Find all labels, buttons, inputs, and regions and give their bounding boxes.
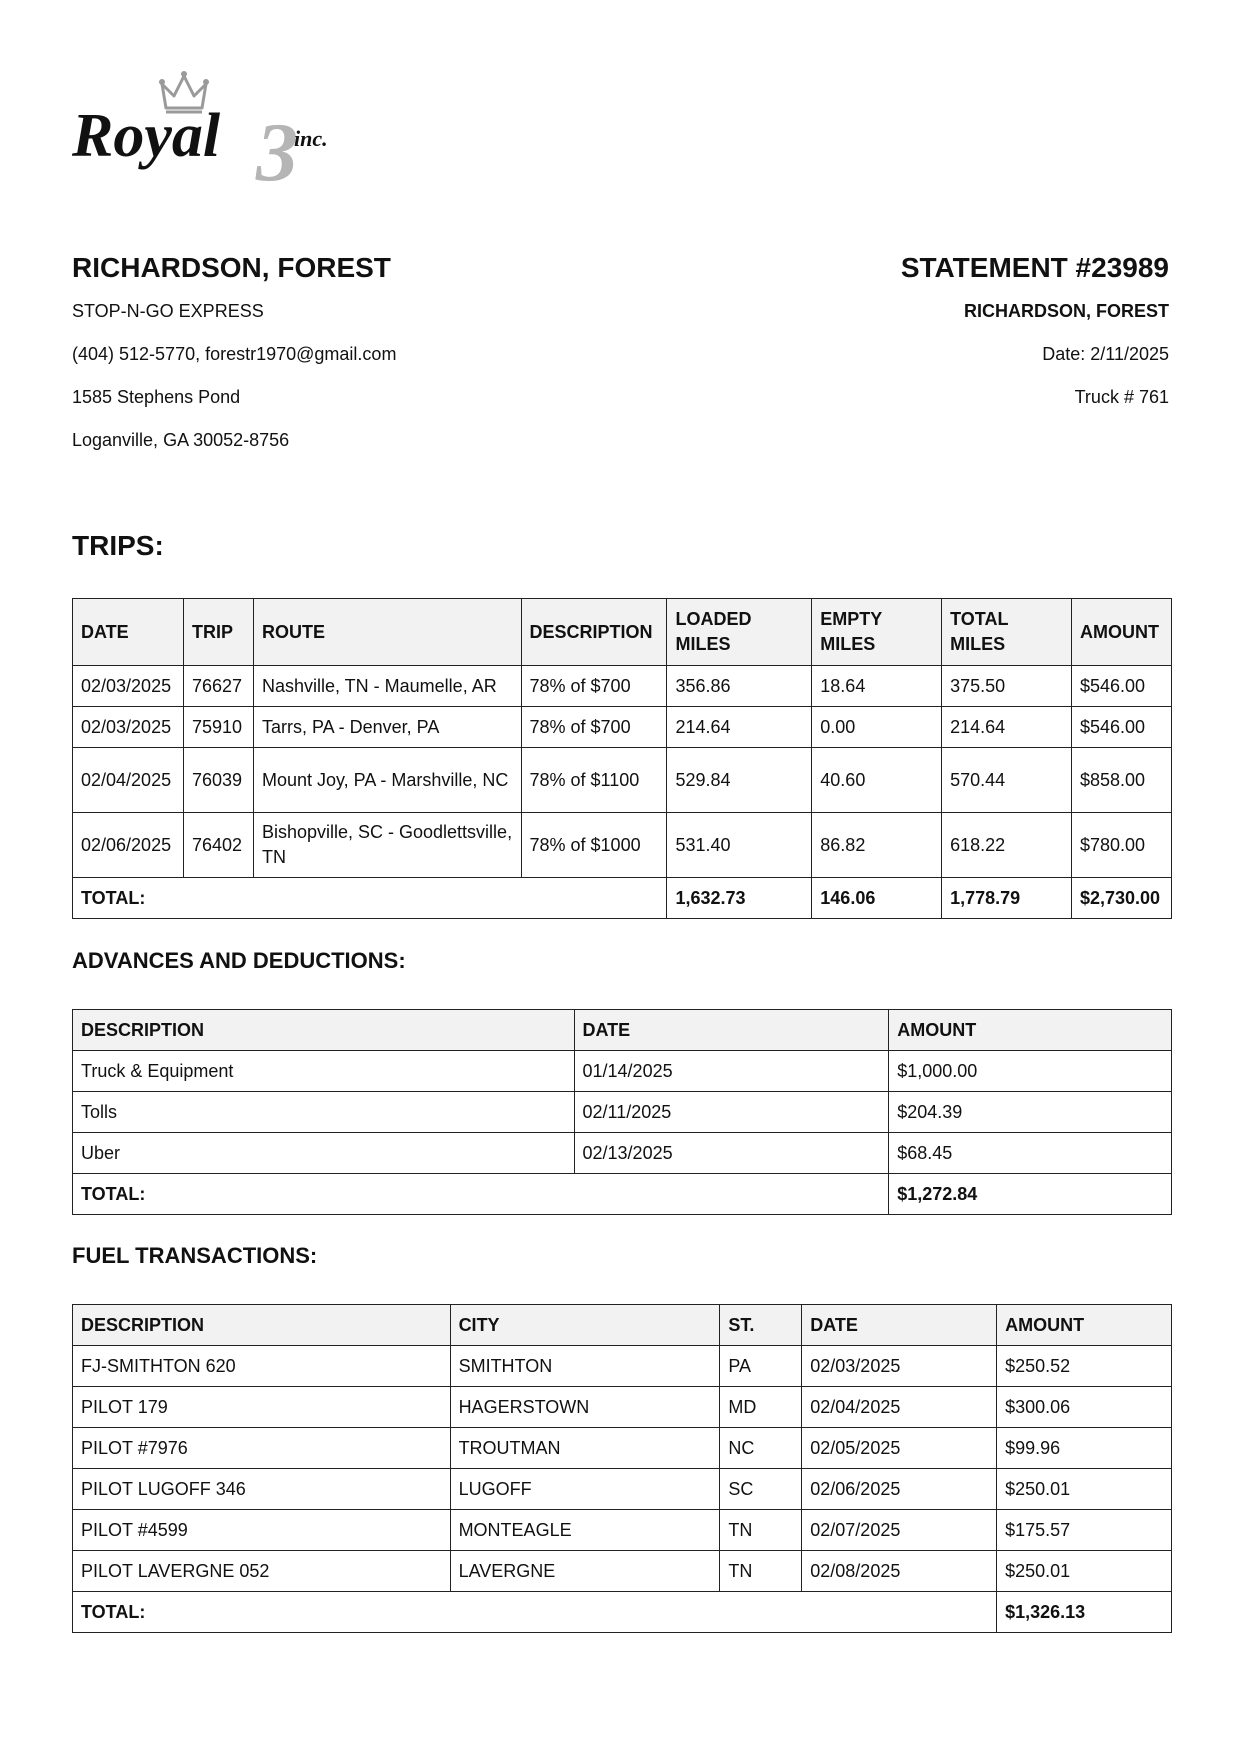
cell-total: 375.50 <box>942 666 1072 707</box>
col-trip: TRIP <box>183 599 253 666</box>
cell-trip: 75910 <box>183 707 253 748</box>
cell-empty: 86.82 <box>812 813 942 878</box>
cell-date: 02/05/2025 <box>802 1428 997 1469</box>
cell-date: 02/03/2025 <box>73 707 184 748</box>
statement-info <box>901 248 1169 408</box>
cell-route: Mount Joy, PA - Marshville, NC <box>253 748 521 813</box>
cell-amount: $250.01 <box>997 1469 1172 1510</box>
table-row <box>73 1051 1172 1092</box>
cell-date: 02/13/2025 <box>574 1133 889 1174</box>
cell-description: PILOT LUGOFF 346 <box>73 1469 451 1510</box>
col-description: DESCRIPTION <box>73 1010 575 1051</box>
cell-description: Uber <box>73 1133 575 1174</box>
cell-description: 78% of $1100 <box>521 748 667 813</box>
trips-table <box>72 598 1172 919</box>
col-date: DATE <box>73 599 184 666</box>
cell-description: PILOT LAVERGNE 052 <box>73 1551 451 1592</box>
cell-trip: 76039 <box>183 748 253 813</box>
cell-state: SC <box>720 1469 802 1510</box>
col-total-miles: TOTAL MILES <box>942 599 1072 666</box>
total-amount: $2,730.00 <box>1071 878 1171 919</box>
col-amount: AMOUNT <box>1071 599 1171 666</box>
cell-total: 214.64 <box>942 707 1072 748</box>
cell-city: LAVERGNE <box>450 1551 720 1592</box>
cell-amount: $546.00 <box>1071 707 1171 748</box>
cell-loaded: 529.84 <box>667 748 812 813</box>
total-amount: $1,326.13 <box>997 1592 1172 1633</box>
cell-amount: $175.57 <box>997 1510 1172 1551</box>
col-date: DATE <box>574 1010 889 1051</box>
cell-empty: 0.00 <box>812 707 942 748</box>
svg-text:inc.: inc. <box>294 126 328 151</box>
cell-date: 02/06/2025 <box>802 1469 997 1510</box>
table-row <box>73 707 1172 748</box>
table-row <box>73 666 1172 707</box>
col-amount: AMOUNT <box>889 1010 1172 1051</box>
col-amount: AMOUNT <box>997 1305 1172 1346</box>
cell-date: 01/14/2025 <box>574 1051 889 1092</box>
cell-amount: $250.01 <box>997 1551 1172 1592</box>
cell-amount: $300.06 <box>997 1387 1172 1428</box>
crown-logo-icon <box>70 68 390 198</box>
total-miles: 1,778.79 <box>942 878 1072 919</box>
cell-state: PA <box>720 1346 802 1387</box>
total-loaded-miles: 1,632.73 <box>667 878 812 919</box>
table-row <box>73 748 1172 813</box>
cell-date: 02/08/2025 <box>802 1551 997 1592</box>
cell-loaded: 214.64 <box>667 707 812 748</box>
cell-amount: $204.39 <box>889 1092 1172 1133</box>
driver-name: RICHARDSON, FOREST <box>72 252 391 283</box>
table-row <box>73 1387 1172 1428</box>
cell-amount: $1,000.00 <box>889 1051 1172 1092</box>
col-city: CITY <box>450 1305 720 1346</box>
total-label: TOTAL: <box>73 1592 997 1633</box>
cell-date: 02/04/2025 <box>73 748 184 813</box>
table-row <box>73 813 1172 878</box>
cell-description: PILOT 179 <box>73 1387 451 1428</box>
cell-description: PILOT #7976 <box>73 1428 451 1469</box>
table-row <box>73 1469 1172 1510</box>
cell-date: 02/06/2025 <box>73 813 184 878</box>
driver-address-line2: Loganville, GA 30052-8756 <box>72 430 290 450</box>
cell-city: MONTEAGLE <box>450 1510 720 1551</box>
fuel-title: FUEL TRANSACTIONS: <box>72 1243 318 1268</box>
total-label: TOTAL: <box>73 878 667 919</box>
table-row <box>73 1510 1172 1551</box>
trips-title: TRIPS: <box>72 530 164 561</box>
cell-loaded: 356.86 <box>667 666 812 707</box>
statement-name: RICHARDSON, FOREST <box>963 301 1169 321</box>
driver-info <box>72 248 396 451</box>
total-label: TOTAL: <box>73 1174 889 1215</box>
cell-description: Truck & Equipment <box>73 1051 575 1092</box>
cell-route: Nashville, TN - Maumelle, AR <box>253 666 521 707</box>
cell-state: NC <box>720 1428 802 1469</box>
cell-state: TN <box>720 1510 802 1551</box>
cell-description: 78% of $700 <box>521 707 667 748</box>
cell-loaded: 531.40 <box>667 813 812 878</box>
table-row <box>73 1428 1172 1469</box>
cell-state: MD <box>720 1387 802 1428</box>
cell-trip: 76402 <box>183 813 253 878</box>
fuel-header-row <box>73 1305 1172 1346</box>
table-row <box>73 1133 1172 1174</box>
cell-description: FJ-SMITHTON 620 <box>73 1346 451 1387</box>
col-date: DATE <box>802 1305 997 1346</box>
driver-address-line1: 1585 Stephens Pond <box>72 387 241 407</box>
total-row <box>73 878 1172 919</box>
company-logo <box>70 68 390 198</box>
cell-description: 78% of $700 <box>521 666 667 707</box>
total-amount: $1,272.84 <box>889 1174 1172 1215</box>
cell-city: HAGERSTOWN <box>450 1387 720 1428</box>
cell-description: PILOT #4599 <box>73 1510 451 1551</box>
cell-empty: 40.60 <box>812 748 942 813</box>
cell-date: 02/11/2025 <box>574 1092 889 1133</box>
col-empty-miles: EMPTY MILES <box>812 599 942 666</box>
table-row <box>73 1551 1172 1592</box>
cell-date: 02/03/2025 <box>73 666 184 707</box>
cell-total: 618.22 <box>942 813 1072 878</box>
trips-header-row <box>73 599 1172 666</box>
cell-date: 02/03/2025 <box>802 1346 997 1387</box>
cell-route: Tarrs, PA - Denver, PA <box>253 707 521 748</box>
cell-date: 02/07/2025 <box>802 1510 997 1551</box>
driver-company: STOP-N-GO EXPRESS <box>72 301 264 321</box>
cell-amount: $858.00 <box>1071 748 1171 813</box>
cell-empty: 18.64 <box>812 666 942 707</box>
driver-contact: (404) 512-5770, forestr1970@gmail.com <box>72 344 397 364</box>
cell-trip: 76627 <box>183 666 253 707</box>
fuel-table <box>72 1304 1172 1633</box>
statement-title: STATEMENT #23989 <box>900 252 1169 283</box>
total-empty-miles: 146.06 <box>812 878 942 919</box>
total-row <box>73 1174 1172 1215</box>
statement-truck: Truck # 761 <box>1074 387 1169 407</box>
cell-amount: $250.52 <box>997 1346 1172 1387</box>
cell-date: 02/04/2025 <box>802 1387 997 1428</box>
cell-state: TN <box>720 1551 802 1592</box>
cell-description: Tolls <box>73 1092 575 1133</box>
col-state: ST. <box>720 1305 802 1346</box>
cell-city: SMITHTON <box>450 1346 720 1387</box>
statement-date: Date: 2/11/2025 <box>1042 344 1169 364</box>
total-row <box>73 1592 1172 1633</box>
advances-title: ADVANCES AND DEDUCTIONS: <box>72 948 406 973</box>
cell-amount: $546.00 <box>1071 666 1171 707</box>
cell-route: Bishopville, SC - Goodlettsville, TN <box>253 813 521 878</box>
col-loaded-miles: LOADED MILES <box>667 599 812 666</box>
advances-header-row <box>73 1010 1172 1051</box>
table-row <box>73 1092 1172 1133</box>
svg-text:Royal: Royal <box>72 102 221 170</box>
col-description: DESCRIPTION <box>73 1305 451 1346</box>
cell-amount: $780.00 <box>1071 813 1171 878</box>
cell-description: 78% of $1000 <box>521 813 667 878</box>
cell-city: TROUTMAN <box>450 1428 720 1469</box>
cell-total: 570.44 <box>942 748 1072 813</box>
table-row <box>73 1346 1172 1387</box>
cell-city: LUGOFF <box>450 1469 720 1510</box>
cell-amount: $99.96 <box>997 1428 1172 1469</box>
advances-table <box>72 1009 1172 1215</box>
col-route: ROUTE <box>253 599 521 666</box>
col-description: DESCRIPTION <box>521 599 667 666</box>
cell-amount: $68.45 <box>889 1133 1172 1174</box>
svg-text:3: 3 <box>256 106 298 198</box>
